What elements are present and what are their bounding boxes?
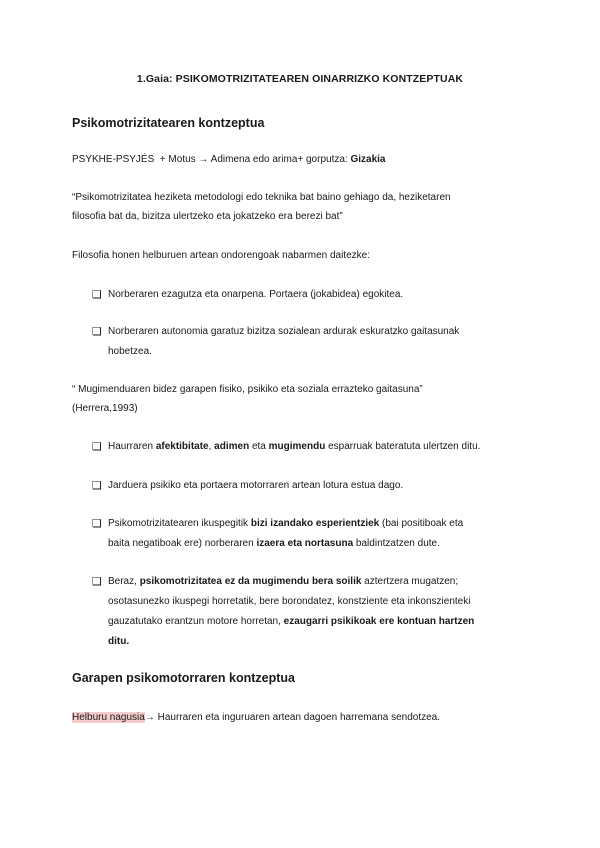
etymology-text: PSYKHE-PSYJÉS + Motus → Adimena edo arima+ gorputza: [72,154,351,165]
bullet-item-5-line-1 [108,514,548,534]
page-title: 1.Gaia: PSIKOMOTRIZITATEAREN OINARRIZKO KONTZEPTUAK [136,73,464,85]
section-heading-psikomotrizitatea: Psikomotrizitatearen kontzeptua [72,116,265,130]
checkbox-bullet-icon: ❏ [92,480,102,492]
checkbox-bullet-icon: ❏ [92,518,102,530]
bold-run: bizi izandako esperientziek [250,518,380,529]
bold-run: ditu. [108,636,130,647]
bold-run: psikomotrizitatea ez da mugimendu bera soilik [139,576,362,587]
text-run: Beraz, [108,576,140,587]
text-run: eta [249,441,269,452]
text-run: baita negatiboak ere) norberaren [108,538,257,549]
etymology-bold: Gizakia [350,154,386,165]
text-run: Haurraren [108,441,156,452]
etymology-line [72,150,386,170]
bullet-item-2 [108,322,548,362]
garapen-paragraph [72,708,440,728]
intro-paragraph: Filosofia honen helburuen artean ondorengoak nabarmen daitezke: [72,250,370,261]
bold-run: ezaugarri psikikoak ere kontuan hartzen [283,616,475,627]
bullet-item-2-line-1: Norberaren autonomia garatuz bizitza sozialean ardurak eskuratzko gaitasunak [108,326,460,337]
quote-line-2: filosofia bat da, bizitza ulertzeko eta jokatzeko era berezi bat” [72,211,343,222]
bullet-item-2-line-2: hobetzea. [108,346,152,357]
text-run: (bai positiboak eta [379,518,464,529]
garapen-text: → Haurraren eta inguruaren artean dagoen harremana sendotzea. [144,712,441,723]
checkbox-bullet-icon: ❏ [92,326,102,338]
text-run: gauzatutako erantzun motore horretan, [108,616,284,627]
text-run: Psikomotrizitatearen ikuspegitik [108,518,251,529]
text-run: esparruak bateratuta ulertzen ditu. [325,441,481,452]
bold-run: afektibitate [155,441,209,452]
text-run: aztertzera mugatzen; [361,576,459,587]
bullet-item-5 [108,514,548,554]
bold-run: mugimendu [268,441,326,452]
bold-run: izaera eta nortasuna [256,538,354,549]
bullet-item-5-line-2 [108,534,548,554]
bold-run: adimen [214,441,250,452]
checkbox-bullet-icon: ❏ [92,576,102,588]
bullet-item-6-line-1 [108,572,548,592]
quote-line-1: “Psikomotrizitatea heziketa metodologi edo teknika bat baino gehiago da, heziketaren [72,192,451,203]
quote2-line-1: “ Mugimenduaren bidez garapen fisiko, psikiko eta soziala errazteko gaitasuna” [72,384,423,395]
text-run: , [208,441,215,452]
section-heading-garapen: Garapen psikomotorraren kontzeptua [72,671,295,685]
text-run: baldintzatzen dute. [353,538,440,549]
checkbox-bullet-icon: ❏ [92,441,102,453]
checkbox-bullet-icon: ❏ [92,289,102,301]
highlighted-text: Helburu nagusia [72,712,145,723]
bullet-item-1: Norberaren ezagutza eta onarpena. Portaera (jokabidea) egokitea. [108,289,404,300]
bullet-item-6-line-2: osotasunezko ikuspegi horretatik, bere borondatez, konstziente eta inkonszienteki [108,596,471,607]
bullet-item-4: Jarduera psikiko eta portaera motorraren artean lotura estua dago. [108,480,404,491]
bullet-item-6-line-4 [108,632,548,652]
quote2-line-2: (Herrera,1993) [72,403,138,414]
bullet-item-6-line-3 [108,612,548,632]
bullet-item-6 [108,572,548,652]
bullet-item-3 [108,437,548,457]
